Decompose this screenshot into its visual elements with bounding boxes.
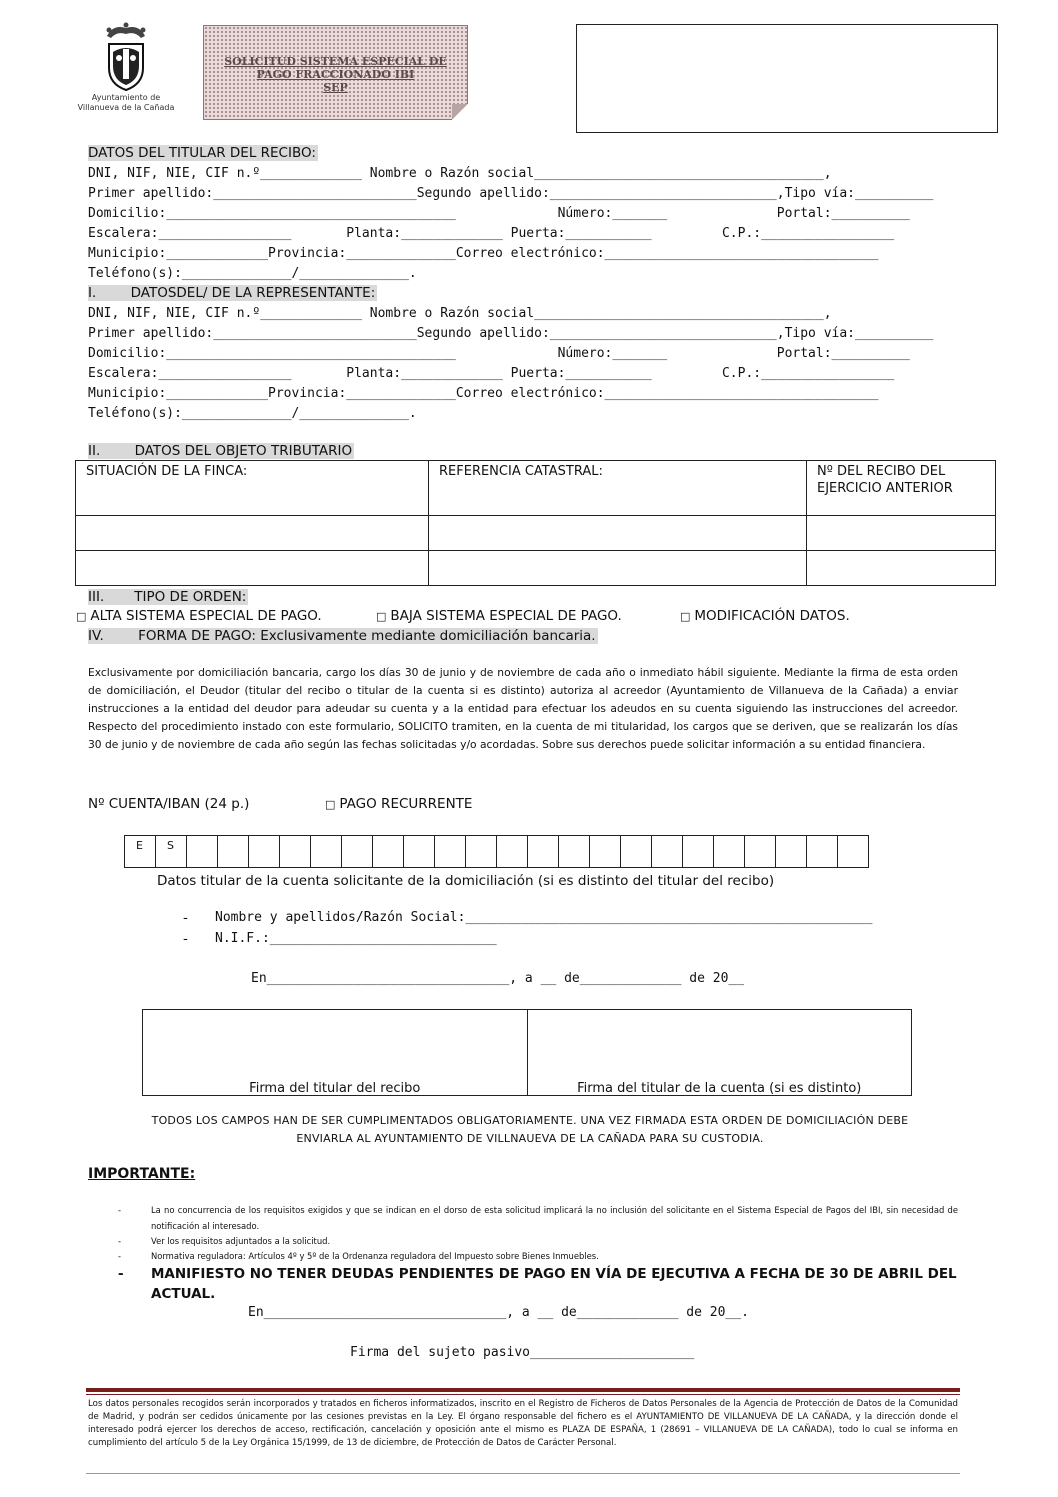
pago-heading: IV. FORMA DE PAGO: Exclusivamente mediante domiciliación bancaria. — [88, 628, 596, 644]
footer-bottom-rule — [86, 1473, 960, 1474]
iban-box[interactable] — [621, 836, 652, 868]
col-referencia: REFERENCIA CATASTRAL: — [429, 461, 807, 516]
important-heading: IMPORTANTE: — [88, 1166, 196, 1182]
option-baja-label: BAJA SISTEMA ESPECIAL DE PAGO. — [390, 608, 622, 624]
page-fold-decoration — [452, 104, 468, 120]
iban-box-1[interactable]: E — [125, 836, 156, 868]
important-item-1-text: La no concurrencia de los requisitos exigidos y que se indican en el dorso de esta solicitud implicará la no inclusión del solicitante en el Sistema Especial de Pagos del IBI, sin necesidad de notificación al interesado. — [151, 1205, 958, 1231]
cell-recibo-1[interactable] — [807, 516, 996, 551]
coat-of-arms-icon — [99, 22, 153, 92]
objeto-table — [75, 460, 996, 586]
cell-recibo-2[interactable] — [807, 551, 996, 586]
table-header-row — [76, 461, 996, 516]
pago-paragraph: Exclusivamente por domiciliación bancaria, cargo los días 30 de junio y de noviembre de cada año o inmediato hábil siguiente. Mediante la firma de esta orden de domiciliación, el Deudor (titular del recibo o titular de la cuenta si es distinto) autoriza al acreedor (Ayuntamiento de Villanueva de la Cañada) a enviar instrucciones a la entidad del deudor para adeudar su cuenta y a la entidad para efectuar los adeudos en su cuenta siguiendo las instrucciones del acreedor. Respecto del procedimiento instado con este formulario, SOLICITO tramiten, en la cuenta de mi titularidad, los cargos que se deriven, que se realizarán los días 30 de junio y de noviembre de cada año según las fechas solicitadas y/o acordadas. Sobre sus derechos puede solicitar información a su entidad financiera. — [88, 666, 958, 751]
iban-box-2[interactable]: S — [156, 836, 187, 868]
footer-divider — [86, 1388, 960, 1392]
iban-label: Nº CUENTA/IBAN (24 p.) — [88, 796, 250, 812]
cell-situacion-1[interactable] — [76, 516, 429, 551]
important-item-4-text: MANIFIESTO NO TENER DEUDAS PENDIENTES DE PAGO EN VÍA DE EJECUTIVA A FECHA DE 30 DE ABRIL DEL ACTUAL. — [151, 1266, 957, 1302]
option-modificacion[interactable] — [680, 608, 850, 624]
representante-line-domicilio[interactable]: Domicilio:_____________________________________ Número:_______ Portal:__________ — [88, 346, 910, 361]
iban-box[interactable] — [404, 836, 435, 868]
option-modificacion-label: MODIFICACIÓN DATOS. — [694, 608, 850, 624]
option-alta-label: ALTA SISTEMA ESPECIAL DE PAGO. — [90, 608, 322, 624]
dash-bullet: - — [118, 1266, 124, 1282]
municipal-logo — [74, 22, 178, 112]
signature-titular-recibo[interactable] — [143, 1010, 527, 1095]
notice-line-1: TODOS LOS CAMPOS HAN DE SER CUMPLIMENTADOS OBLIGATORIAMENTE. UNA VEZ FIRMADA ESTA ORDEN DE DOMICILIACIÓN DEBE — [151, 1114, 909, 1127]
iban-box[interactable] — [776, 836, 807, 868]
iban-box[interactable] — [466, 836, 497, 868]
iban-box[interactable] — [187, 836, 218, 868]
option-baja[interactable] — [376, 608, 622, 624]
signature-titular-recibo-label: Firma del titular del recibo — [249, 1081, 421, 1096]
iban-boxes — [124, 835, 869, 868]
iban-box[interactable] — [497, 836, 528, 868]
representante-line-telefono[interactable]: Teléfono(s):______________/______________. — [88, 406, 417, 421]
iban-box[interactable] — [435, 836, 466, 868]
account-holder-name-field[interactable]: Nombre y apellidos/Razón Social:____________________________________________________ — [215, 910, 873, 925]
representante-line-escalera[interactable]: Escalera:_________________ Planta:_____________ Puerta:___________ C.P.:_________________ — [88, 366, 895, 381]
sujeto-pasivo-signature-field[interactable]: Firma del sujeto pasivo_____________________ — [350, 1345, 695, 1360]
mandatory-notice — [80, 1112, 980, 1148]
important-item-3 — [118, 1248, 958, 1264]
signature-boxes — [142, 1009, 912, 1096]
col-recibo-line-1: Nº DEL RECIBO DEL — [817, 464, 946, 479]
account-holder-heading: Datos titular de la cuenta solicitante de la domiciliación (si es distinto del titular del recibo) — [157, 873, 775, 889]
logo-caption-1: Ayuntamiento de — [91, 93, 161, 102]
iban-box[interactable] — [652, 836, 683, 868]
account-holder-nif-field[interactable]: N.I.F.:_____________________________ — [215, 931, 497, 946]
representante-line-municipio[interactable]: Municipio:_____________Provincia:______________Correo electrónico:___________________________________ — [88, 386, 879, 401]
recurrent-payment-label: PAGO RECURRENTE — [339, 796, 473, 812]
important-item-1 — [118, 1202, 958, 1234]
iban-box[interactable] — [559, 836, 590, 868]
table-row — [76, 551, 996, 586]
title-line-1: SOLICITUD SISTEMA ESPECIAL DE — [224, 55, 447, 68]
titular-line-escalera[interactable]: Escalera:_________________ Planta:_____________ Puerta:___________ C.P.:_________________ — [88, 226, 895, 241]
representante-line-apellidos[interactable]: Primer apellido:__________________________Segundo apellido:_____________________________,Tipo vía:__________ — [88, 326, 934, 341]
dash-bullet: - — [118, 1205, 122, 1215]
title-line-2: PAGO FRACCIONADO IBI — [256, 68, 415, 81]
logo-caption-2: Villanueva de la Cañada — [77, 103, 175, 112]
iban-box[interactable] — [373, 836, 404, 868]
iban-box[interactable] — [249, 836, 280, 868]
footer-divider-thin — [86, 1394, 960, 1395]
orden-heading: III. TIPO DE ORDEN: — [88, 589, 247, 605]
important-item-4 — [118, 1264, 960, 1304]
titular-line-apellidos[interactable]: Primer apellido:__________________________Segundo apellido:_____________________________,Tipo vía:__________ — [88, 186, 934, 201]
important-item-2-text: Ver los requisitos adjuntados a la solicitud. — [151, 1236, 331, 1246]
col-situacion: SITUACIÓN DE LA FINCA: — [76, 461, 429, 516]
dash-bullet: - — [118, 1251, 122, 1261]
titular-heading: DATOS DEL TITULAR DEL RECIBO: — [88, 145, 316, 161]
data-protection-footer: Los datos personales recogidos serán incorporados y tratados en ficheros informatizados, inscrito en el Registro de Ficheros de Datos Personales de la Agencia de Protección de Datos de la Comunidad de Madrid, y podrán ser cedidos únicamente por las cesiones previstas en la Ley. El órgano responsable del fichero es el AYUNTAMIENTO DE VILLANUEVA DE LA CAÑADA, y la dirección donde el interesado podrá ejercer los derechos de acceso, rectificación, cancelación y oposición ante el mismo es PLAZA DE ESPAÑA, 1 (28691 – VILLANUEVA DE LA CAÑADA), todo lo cual se informa en cumplimiento del artículo 5 de la Ley Orgánica 15/1999, de 13 de diciembre, de Protección de Datos de Carácter Personal. — [88, 1399, 958, 1448]
iban-box[interactable] — [280, 836, 311, 868]
representante-line-dni[interactable]: DNI, NIF, NIE, CIF n.º_____________ Nombre o Razón social_____________________________________, — [88, 306, 832, 321]
table-row — [76, 516, 996, 551]
iban-box[interactable] — [838, 836, 869, 868]
cell-referencia-1[interactable] — [429, 516, 807, 551]
iban-box[interactable] — [311, 836, 342, 868]
iban-box[interactable] — [714, 836, 745, 868]
option-alta[interactable] — [76, 608, 322, 624]
iban-box[interactable] — [342, 836, 373, 868]
recurrent-payment-option[interactable] — [325, 796, 472, 812]
dash-bullet: - — [183, 931, 188, 947]
title-line-3: SEP — [323, 81, 348, 94]
iban-box[interactable] — [218, 836, 249, 868]
dash-bullet: - — [183, 910, 188, 926]
signature-titular-cuenta-label: Firma del titular de la cuenta (si es distinto) — [577, 1081, 862, 1096]
col-recibo-line-2: EJERCICIO ANTERIOR — [817, 481, 953, 496]
checkbox-icon[interactable]: □ — [376, 610, 387, 623]
titular-line-domicilio[interactable]: Domicilio:_____________________________________ Número:_______ Portal:__________ — [88, 206, 910, 221]
form-title-box — [203, 25, 468, 120]
iban-box[interactable] — [590, 836, 621, 868]
account-date-place-field[interactable]: En_______________________________, a __ de_____________ de 20__ — [251, 971, 745, 986]
registry-stamp-box — [576, 24, 998, 133]
important-item-3-text: Normativa reguladora: Artículos 4º y 5º de la Ordenanza reguladora del Impuesto sobre Bienes Inmuebles. — [151, 1251, 599, 1261]
important-item-2 — [118, 1233, 958, 1249]
titular-line-telefono[interactable]: Teléfono(s):______________/______________. — [88, 266, 417, 281]
iban-box[interactable] — [683, 836, 714, 868]
iban-box[interactable] — [807, 836, 838, 868]
cell-referencia-2[interactable] — [429, 551, 807, 586]
representante-heading: I. DATOSDEL/ DE LA REPRESENTANTE: — [88, 285, 376, 301]
dash-bullet: - — [118, 1236, 122, 1246]
cell-situacion-2[interactable] — [76, 551, 429, 586]
iban-box[interactable] — [528, 836, 559, 868]
signature-titular-cuenta[interactable] — [527, 1010, 912, 1095]
titular-line-municipio[interactable]: Municipio:_____________Provincia:______________Correo electrónico:___________________________________ — [88, 246, 879, 261]
objeto-heading: II. DATOS DEL OBJETO TRIBUTARIO — [88, 443, 353, 459]
iban-box[interactable] — [745, 836, 776, 868]
form-title — [204, 55, 467, 94]
checkbox-icon[interactable]: □ — [76, 610, 87, 623]
titular-line-dni[interactable]: DNI, NIF, NIE, CIF n.º_____________ Nombre o Razón social_____________________________________, — [88, 166, 832, 181]
col-recibo — [807, 461, 996, 516]
notice-line-2: ENVIARLA AL AYUNTAMIENTO DE VILLNAUEVA DE LA CAÑADA PARA SU CUSTODIA. — [296, 1132, 764, 1145]
final-date-place-field[interactable]: En_______________________________, a __ de_____________ de 20__. — [248, 1305, 749, 1320]
checkbox-icon[interactable]: □ — [325, 798, 336, 811]
checkbox-icon[interactable]: □ — [680, 610, 691, 623]
